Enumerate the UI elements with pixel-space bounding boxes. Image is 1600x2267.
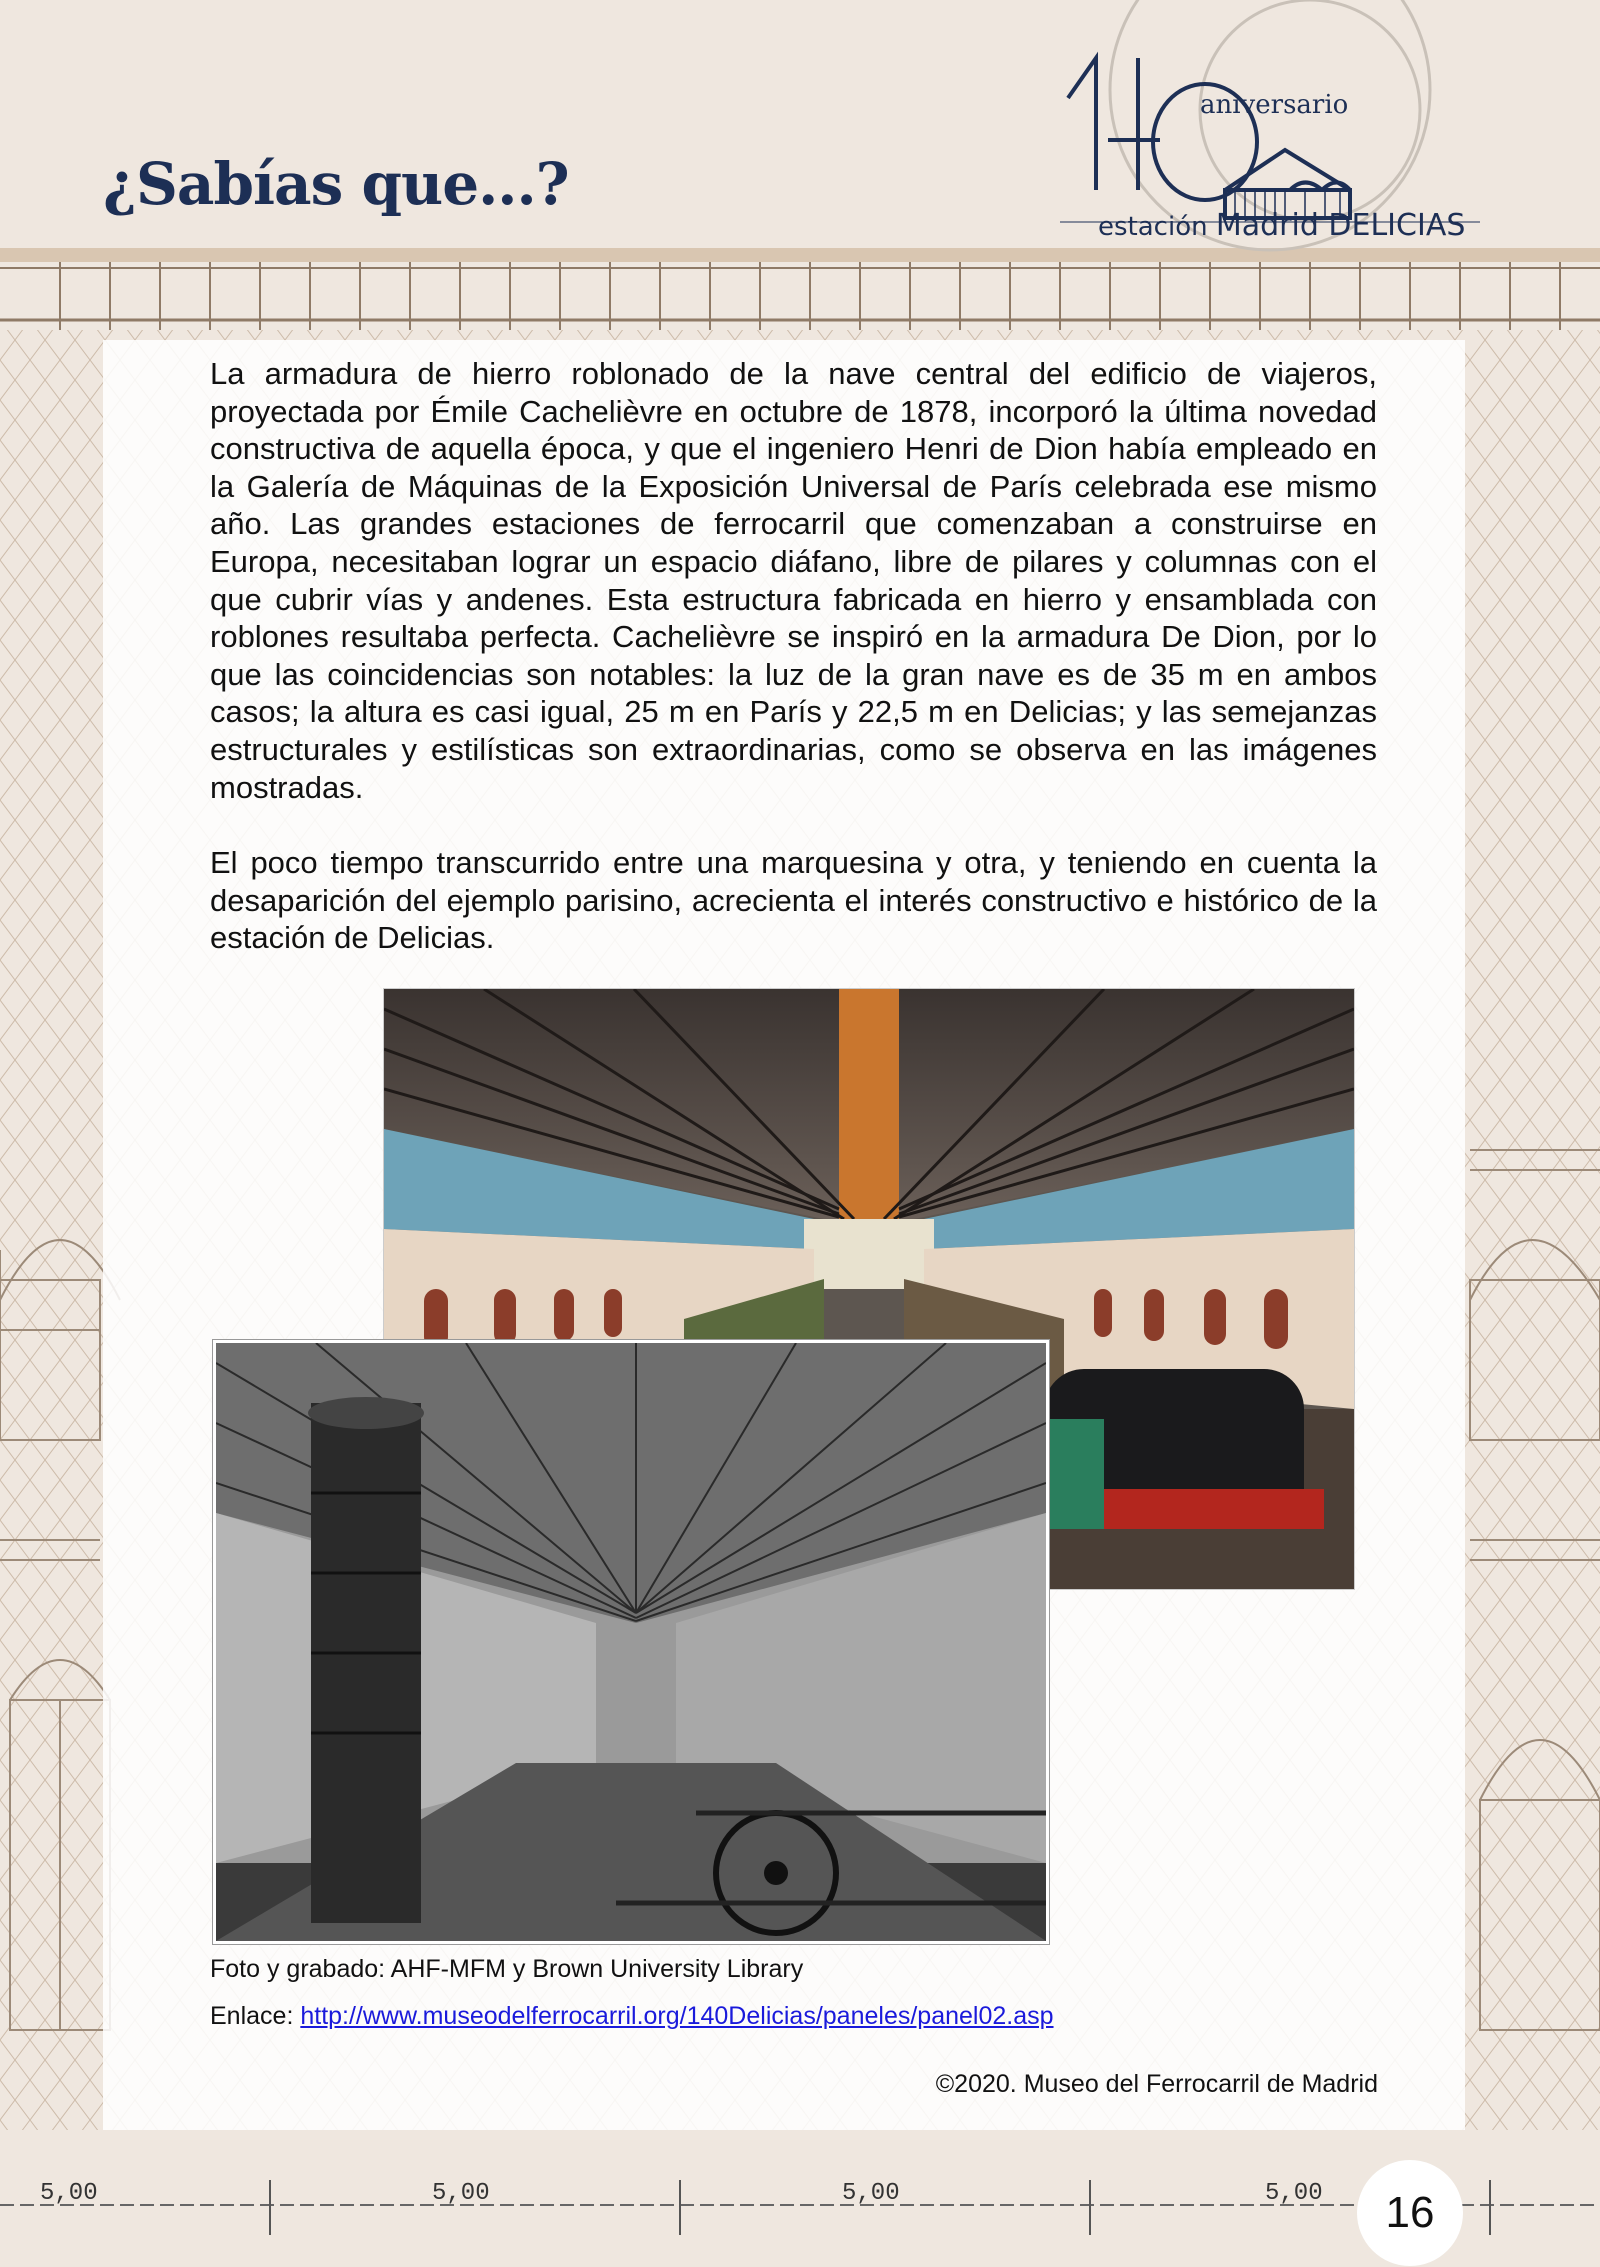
paragraph-2: El poco tiempo transcurrido entre una marquesina y otra, y teniendo en cuenta la desaparición del ejemplo parisino, acrecienta el interés constructivo e histórico de la estación de Delicias.	[210, 845, 1377, 956]
logo-station-name	[1098, 208, 1465, 243]
dimension-label: 5,00	[432, 2180, 490, 2207]
paragraph-1: La armadura de hierro roblonado de la nave central del edificio de viajeros, proyectada por Émile Cachelièvre en octubre de 1878, incorporó la última novedad constructiva de aquella época, y que el ingeniero Henri de Dion había empleado en la Galería de Máquinas de la Exposición Universal de París celebrada ese mismo año. Las grandes estaciones de ferrocarril que comenzaban a construirse en Europa, necesitaban lograr un espacio diáfano, libre de pilares y columnas con el que cubrir vías y andenes. Esta estructura fabricada en hierro y ensamblada con roblones resultaba perfecta. Cachelièvre se inspiró en la armadura De Dion, por lo que las coincidencias son notables: la luz de la gran nave es de 35 m en ambos casos; la altura es casi igual, 25 m en París y 22,5 m en Delicias; y las semejanzas estructurales y estilísticas son extraordinarias, como se observa en las imágenes mostradas.	[210, 356, 1377, 805]
link-line	[210, 2002, 1054, 2031]
dimension-label: 5,00	[1265, 2180, 1323, 2207]
paris-gallery-engraving	[213, 1340, 1049, 1944]
dimension-label: 5,00	[40, 2180, 98, 2207]
logo-station-title: Madrid DELICIAS	[1215, 208, 1466, 243]
page-number: 16	[1357, 2160, 1463, 2266]
page-title: ¿Sabías que...?	[103, 150, 569, 218]
dimension-label: 5,00	[842, 2180, 900, 2207]
image-caption: Foto y grabado: AHF-MFM y Brown University Library	[210, 1955, 804, 1983]
copyright-notice: ©2020. Museo del Ferrocarril de Madrid	[935, 2070, 1378, 2098]
anniversary-logo	[1060, 50, 1480, 250]
link-prefix: Enlace:	[210, 2002, 301, 2030]
logo-anniversary-word: aniversario	[1200, 90, 1349, 120]
museum-link[interactable]: http://www.museodelferrocarril.org/140Delicias/paneles/panel02.asp	[300, 2002, 1054, 2030]
engraving-image	[216, 1343, 1046, 1941]
body-text	[210, 355, 1377, 995]
logo-station-prefix: estación	[1098, 212, 1208, 242]
